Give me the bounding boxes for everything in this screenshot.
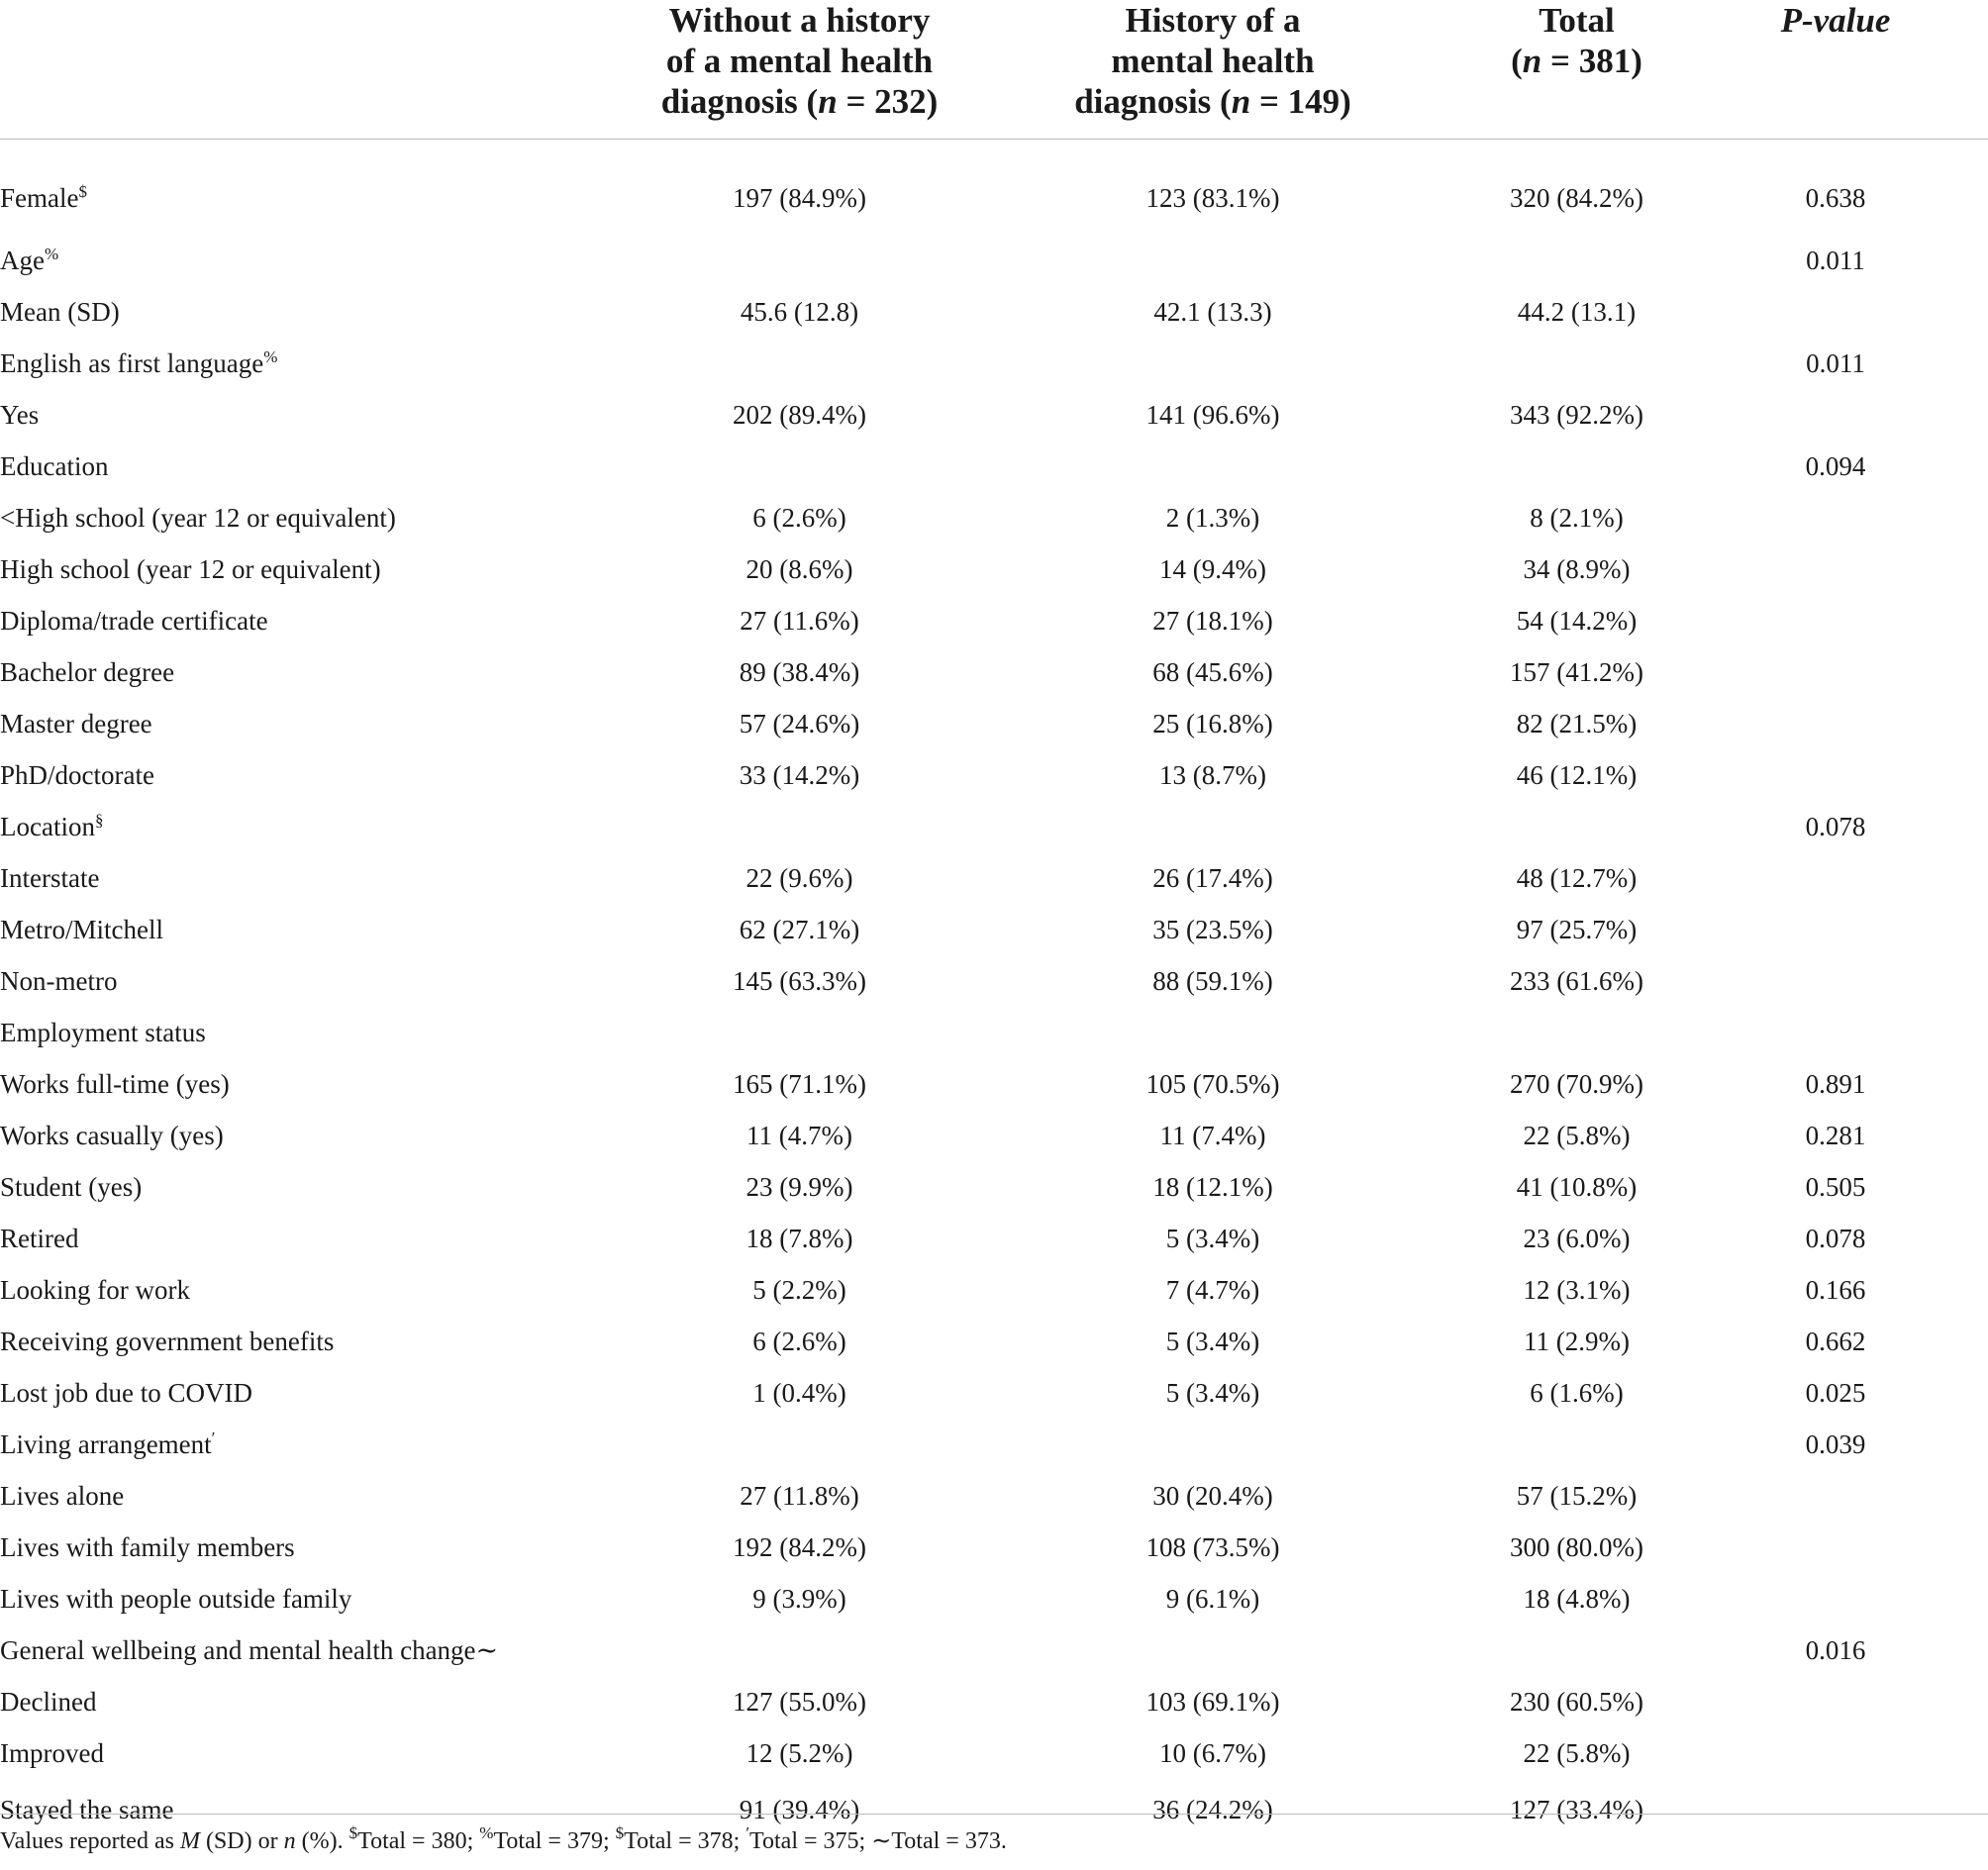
row-label: Age: [0, 245, 45, 275]
table-row: [0, 1522, 1988, 1573]
cell-total: 34 (8.9%): [1523, 553, 1631, 584]
cell-without-history: 192 (84.2%): [733, 1531, 866, 1562]
cell-total: 12 (3.1%): [1523, 1274, 1631, 1305]
cell-without-history: 27 (11.6%): [740, 605, 859, 636]
cell-p-value: 0.505: [1805, 1171, 1866, 1202]
cell-history: [955, 235, 1470, 286]
row-label-cell: [0, 904, 644, 955]
table-row: [0, 140, 1988, 236]
row-label-cell: [0, 1058, 644, 1110]
cell-without-history: 9 (3.9%): [752, 1583, 846, 1614]
cell-p-value: 0.638: [1805, 182, 1866, 213]
header-without-line-1: Without a history: [668, 1, 931, 40]
footnote-total-3: Total = 378;: [624, 1828, 746, 1854]
header-label-column: [0, 0, 644, 140]
cell-total: [1470, 1624, 1683, 1676]
cell-total: [1470, 441, 1683, 492]
cell-without-history: [644, 441, 955, 492]
cell-p-value: 0.078: [1805, 1223, 1866, 1253]
row-label-superscript: $: [78, 181, 87, 201]
header-p-value: P-value: [1683, 0, 1988, 140]
row-label-cell: [0, 140, 644, 236]
cell-without-history: 62 (27.1%): [739, 914, 860, 944]
table-row: [0, 1624, 1988, 1676]
cell-without-history: [644, 1419, 955, 1470]
header-history-line-2: mental health: [1111, 42, 1315, 80]
table-row: [0, 1316, 1988, 1367]
row-label: Yes: [0, 399, 40, 430]
cell-history: 123 (83.1%): [1145, 182, 1280, 213]
cell-total: 6 (1.6%): [1530, 1377, 1624, 1408]
cell-without-history: 20 (8.6%): [746, 553, 853, 584]
cell-total: 23 (6.0%): [1523, 1223, 1631, 1253]
table-row: [0, 389, 1988, 441]
cell-p-value: [1683, 1676, 1988, 1727]
cell-history: 7 (4.7%): [1165, 1274, 1260, 1305]
row-label: Mean (SD): [0, 296, 120, 327]
table-row: [0, 852, 1988, 904]
footnote-total-2: Total = 379;: [493, 1828, 616, 1854]
cell-total: 18 (4.8%): [1523, 1583, 1631, 1614]
cell-history: 35 (23.5%): [1152, 914, 1273, 944]
table-row: [0, 1419, 1988, 1470]
table-body: [0, 140, 1988, 1851]
row-label-superscript: ′: [211, 1427, 216, 1447]
cell-p-value: 0.891: [1805, 1068, 1866, 1099]
cell-p-value: 0.662: [1805, 1326, 1866, 1356]
cell-history: 141 (96.6%): [1145, 399, 1280, 430]
row-label-cell: [0, 543, 644, 595]
table-row: [0, 338, 1988, 389]
row-label-cell: [0, 441, 644, 492]
row-label: Metro/Mitchell: [0, 914, 163, 944]
cell-history: 27 (18.1%): [1152, 605, 1273, 636]
cell-without-history: 6 (2.6%): [752, 502, 846, 533]
row-label-cell: [0, 492, 644, 543]
cell-history: 68 (45.6%): [1152, 656, 1273, 687]
cell-without-history: 165 (71.1%): [733, 1068, 866, 1099]
row-label-cell: [0, 1316, 644, 1367]
cell-total: 22 (5.8%): [1523, 1737, 1631, 1768]
table-row: [0, 595, 1988, 646]
header-total-line-2: (n = 381): [1511, 42, 1642, 80]
table-row: [0, 235, 1988, 286]
row-label-cell: [0, 235, 644, 286]
cell-total: 97 (25.7%): [1516, 914, 1638, 944]
row-label-cell: [0, 338, 644, 389]
cell-history: 14 (9.4%): [1159, 553, 1266, 584]
cell-total: 22 (5.8%): [1523, 1120, 1631, 1150]
cell-total: 57 (15.2%): [1516, 1480, 1638, 1511]
cell-p-value: 0.078: [1805, 811, 1866, 841]
footnote-sup-2: %: [479, 1823, 494, 1842]
table-row: [0, 1213, 1988, 1264]
cell-without-history: 45.6 (12.8): [740, 296, 859, 327]
cell-without-history: 22 (9.6%): [746, 862, 853, 893]
footnote-m: M: [179, 1828, 200, 1854]
cell-p-value: [1683, 1727, 1988, 1779]
row-label-cell: [0, 1624, 644, 1676]
row-label-cell: [0, 1110, 644, 1161]
cell-history: 42.1 (13.3): [1153, 296, 1272, 327]
table-row: [0, 646, 1988, 698]
cell-history: 88 (59.1%): [1152, 965, 1273, 996]
cell-p-value: [1683, 904, 1988, 955]
cell-without-history: 18 (7.8%): [746, 1223, 853, 1253]
cell-without-history: 27 (11.8%): [740, 1480, 859, 1511]
row-label-cell: [0, 1470, 644, 1522]
cell-p-value: 0.011: [1806, 347, 1865, 378]
row-label-cell: [0, 1007, 644, 1058]
row-label: Looking for work: [0, 1274, 190, 1305]
row-label: General wellbeing and mental health change∼: [0, 1634, 499, 1665]
cell-total: [1470, 1419, 1683, 1470]
row-label-superscript: §: [94, 810, 104, 830]
cell-history: [955, 1624, 1470, 1676]
table-row: [0, 1058, 1988, 1110]
cell-p-value: 0.025: [1805, 1377, 1866, 1408]
row-label: Stayed the same: [0, 1794, 174, 1824]
table-row: [0, 1676, 1988, 1727]
table-row: [0, 1007, 1988, 1058]
cell-total: [1470, 801, 1683, 852]
cell-p-value: 0.039: [1805, 1428, 1866, 1459]
cell-without-history: 91 (39.4%): [739, 1794, 860, 1824]
table-row: [0, 286, 1988, 338]
cell-p-value: [1683, 1007, 1988, 1058]
row-label-cell: [0, 698, 644, 749]
cell-p-value: [1683, 955, 1988, 1007]
row-label: Location: [0, 811, 95, 841]
table-row: [0, 801, 1988, 852]
cell-p-value: [1683, 646, 1988, 698]
row-label: PhD/doctorate: [0, 759, 154, 790]
cell-total: 82 (21.5%): [1516, 708, 1638, 738]
cell-total: 8 (2.1%): [1530, 502, 1624, 533]
cell-history: [955, 441, 1470, 492]
cell-total: 11 (2.9%): [1524, 1326, 1630, 1356]
cell-without-history: [644, 801, 955, 852]
footnote-total-1: Total = 380;: [357, 1828, 480, 1854]
cell-history: 105 (70.5%): [1145, 1068, 1280, 1099]
row-label: Improved: [0, 1737, 104, 1768]
row-label-superscript: %: [263, 346, 278, 366]
cell-history: 36 (24.2%): [1152, 1794, 1273, 1824]
row-label: Non-metro: [0, 965, 118, 996]
cell-p-value: [1683, 1470, 1988, 1522]
cell-total: 54 (14.2%): [1516, 605, 1638, 636]
header-without-history: [644, 0, 955, 140]
cell-total: 157 (41.2%): [1510, 656, 1643, 687]
cell-total: 48 (12.7%): [1516, 862, 1638, 893]
cell-without-history: 11 (4.7%): [746, 1120, 852, 1150]
cell-history: [955, 1007, 1470, 1058]
row-label-cell: [0, 1676, 644, 1727]
row-label: Living arrangement: [0, 1428, 212, 1459]
table-row: [0, 698, 1988, 749]
cell-total: [1470, 235, 1683, 286]
table-footnote: [0, 1814, 1988, 1855]
cell-history: 11 (7.4%): [1159, 1120, 1266, 1150]
row-label: Female: [0, 182, 79, 213]
header-total-line-1: Total: [1539, 1, 1615, 40]
cell-history: 26 (17.4%): [1152, 862, 1273, 893]
row-label: Diploma/trade certificate: [0, 605, 268, 636]
cell-without-history: 145 (63.3%): [733, 965, 866, 996]
cell-history: 13 (8.7%): [1159, 759, 1266, 790]
cell-total: 46 (12.1%): [1516, 759, 1638, 790]
row-label: Declined: [0, 1686, 97, 1717]
cell-without-history: 12 (5.2%): [746, 1737, 853, 1768]
cell-history: 103 (69.1%): [1145, 1686, 1280, 1717]
row-label-cell: [0, 1213, 644, 1264]
row-label: Employment status: [0, 1017, 206, 1047]
row-label: High school (year 12 or equivalent): [0, 553, 381, 584]
table-row: [0, 904, 1988, 955]
table-row: [0, 955, 1988, 1007]
footnote-sup-1: $: [348, 1823, 358, 1842]
cell-without-history: 127 (55.0%): [733, 1686, 866, 1717]
row-label-cell: [0, 646, 644, 698]
cell-without-history: 57 (24.6%): [739, 708, 860, 738]
header-without-line-2: of a mental health: [665, 42, 934, 80]
row-label: Student (yes): [0, 1171, 143, 1202]
cell-total: 41 (10.8%): [1516, 1171, 1638, 1202]
cell-without-history: 23 (9.9%): [746, 1171, 853, 1202]
row-label: Works casually (yes): [0, 1120, 224, 1150]
cell-without-history: 89 (38.4%): [739, 656, 860, 687]
table-row: [0, 1367, 1988, 1419]
row-label-cell: [0, 1522, 644, 1573]
table-row: [0, 749, 1988, 801]
cell-total: [1470, 338, 1683, 389]
row-label-cell: [0, 389, 644, 441]
header-history-line-3: diagnosis (n = 149): [1074, 82, 1351, 121]
cell-p-value: [1683, 852, 1988, 904]
row-label-cell: [0, 286, 644, 338]
row-label: Works full-time (yes): [0, 1068, 230, 1099]
table-row: [0, 1727, 1988, 1779]
row-label-cell: [0, 749, 644, 801]
cell-p-value: [1683, 543, 1988, 595]
cell-without-history: [644, 338, 955, 389]
table-row: [0, 492, 1988, 543]
header-history-line-1: History of a: [1125, 1, 1301, 40]
cell-p-value: 0.016: [1805, 1634, 1866, 1665]
cell-history: 18 (12.1%): [1152, 1171, 1273, 1202]
row-label: Lost job due to COVID: [0, 1377, 252, 1408]
row-label-cell: [0, 801, 644, 852]
footnote-text-b: (SD) or: [199, 1828, 284, 1854]
row-label-cell: [0, 852, 644, 904]
cell-history: [955, 1419, 1470, 1470]
table-row: [0, 1573, 1988, 1624]
row-label: English as first language: [0, 347, 264, 378]
table-row: [0, 441, 1988, 492]
cell-p-value: [1683, 595, 1988, 646]
cell-history: 10 (6.7%): [1159, 1737, 1266, 1768]
header-total: [1470, 0, 1683, 140]
cell-history: 108 (73.5%): [1145, 1531, 1280, 1562]
cell-p-value: 0.281: [1805, 1120, 1866, 1150]
row-label: <High school (year 12 or equivalent): [0, 502, 396, 533]
cell-history: 5 (3.4%): [1165, 1326, 1260, 1356]
cell-total: 343 (92.2%): [1510, 399, 1643, 430]
cell-without-history: [644, 1007, 955, 1058]
cell-total: 320 (84.2%): [1510, 182, 1643, 213]
row-label-cell: [0, 1161, 644, 1213]
cell-without-history: [644, 235, 955, 286]
row-label-cell: [0, 595, 644, 646]
table-row: [0, 1264, 1988, 1316]
row-label: Lives alone: [0, 1480, 125, 1511]
cell-without-history: 33 (14.2%): [739, 759, 860, 790]
row-label-cell: [0, 1573, 644, 1624]
row-label-cell: [0, 1264, 644, 1316]
cell-p-value: [1683, 1522, 1988, 1573]
table-row: [0, 1470, 1988, 1522]
cell-history: [955, 338, 1470, 389]
table-header-row: [0, 0, 1988, 140]
row-label-cell: [0, 1419, 644, 1470]
table-row: [0, 1161, 1988, 1213]
cell-total: 230 (60.5%): [1510, 1686, 1643, 1717]
cell-without-history: 6 (2.6%): [752, 1326, 846, 1356]
cell-without-history: 1 (0.4%): [752, 1377, 846, 1408]
cell-history: 5 (3.4%): [1165, 1377, 1260, 1408]
cell-history: 9 (6.1%): [1165, 1583, 1260, 1614]
footnote-sup-4: ′: [746, 1823, 750, 1842]
row-label-superscript: %: [44, 244, 59, 263]
cell-total: 300 (80.0%): [1510, 1531, 1643, 1562]
row-label-cell: [0, 955, 644, 1007]
table-row: [0, 543, 1988, 595]
cell-without-history: 5 (2.2%): [752, 1274, 846, 1305]
cell-total: 44.2 (13.1): [1517, 296, 1637, 327]
cell-total: 270 (70.9%): [1510, 1068, 1643, 1099]
row-label: Receiving government benefits: [0, 1326, 335, 1356]
row-label: Lives with family members: [0, 1531, 295, 1562]
cell-p-value: [1683, 286, 1988, 338]
cell-total: 127 (33.4%): [1510, 1794, 1643, 1824]
cell-without-history: 202 (89.4%): [733, 399, 866, 430]
row-label-cell: [0, 1367, 644, 1419]
row-label: Retired: [0, 1223, 79, 1253]
row-label: Bachelor degree: [0, 656, 175, 687]
footnote-total-4: Total = 375; ∼Total = 373.: [749, 1828, 1007, 1854]
cell-total: [1470, 1007, 1683, 1058]
cell-history: 30 (20.4%): [1152, 1480, 1273, 1511]
row-label: Lives with people outside family: [0, 1583, 352, 1614]
cell-without-history: 197 (84.9%): [733, 182, 866, 213]
cell-p-value: [1683, 389, 1988, 441]
row-label: Master degree: [0, 708, 152, 738]
footnote-n: n: [283, 1828, 296, 1854]
row-label: Education: [0, 450, 109, 481]
cell-without-history: [644, 1624, 955, 1676]
cell-p-value: 0.166: [1805, 1274, 1866, 1305]
footnote-text-c: (%).: [295, 1828, 349, 1854]
cell-p-value: [1683, 1573, 1988, 1624]
cell-p-value: [1683, 698, 1988, 749]
table-row: [0, 1110, 1988, 1161]
cell-history: 2 (1.3%): [1165, 502, 1260, 533]
cell-p-value: 0.094: [1805, 450, 1866, 481]
header-history: [955, 0, 1470, 140]
cell-p-value: [1683, 492, 1988, 543]
cell-history: 25 (16.8%): [1152, 708, 1273, 738]
cell-p-value: 0.011: [1806, 245, 1865, 275]
cell-total: 233 (61.6%): [1510, 965, 1643, 996]
footnote-text-a: Values reported as: [0, 1828, 180, 1854]
row-label: Interstate: [0, 862, 100, 893]
footnote-sup-3: $: [615, 1823, 625, 1842]
cell-history: 5 (3.4%): [1165, 1223, 1260, 1253]
header-without-line-3: diagnosis (n = 232): [660, 82, 939, 121]
cell-history: [955, 801, 1470, 852]
row-label-cell: [0, 1727, 644, 1779]
cell-p-value: [1683, 749, 1988, 801]
